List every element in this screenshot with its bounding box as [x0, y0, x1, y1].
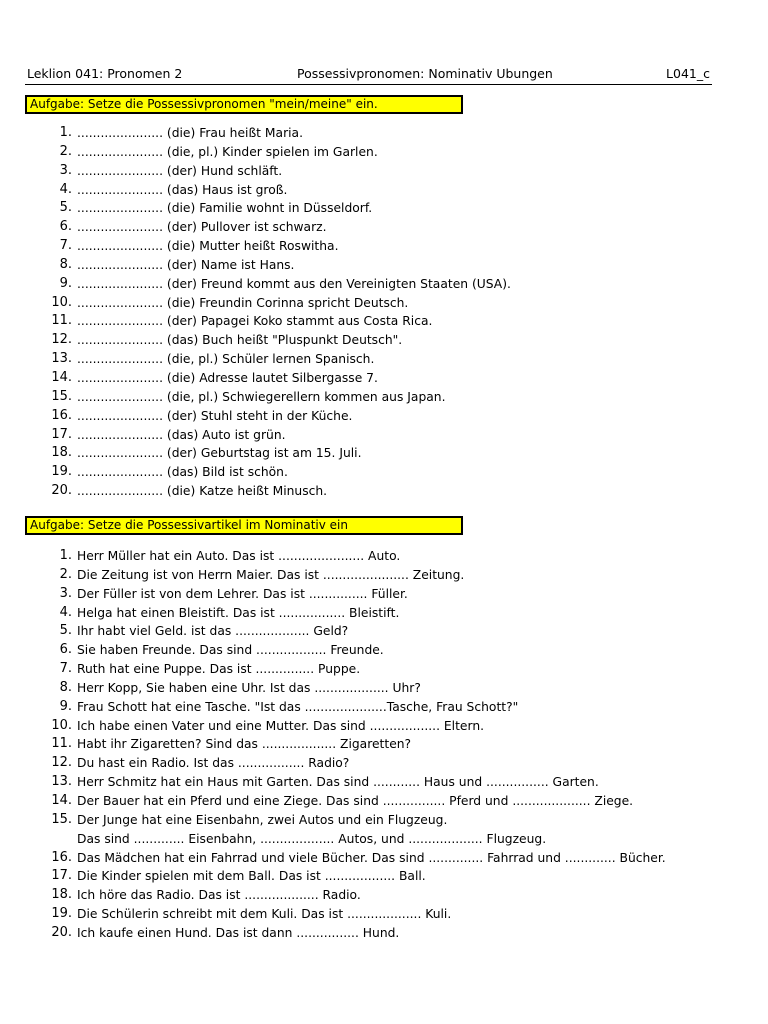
exercise-number: 7.	[59, 661, 72, 677]
exercise-text: ...................... (die, pl.) Kinder spielen im Garlen.	[77, 144, 378, 159]
exercise-number: 7.	[59, 238, 72, 254]
exercise-number: 4.	[59, 181, 72, 197]
exercise-number: 15.	[51, 811, 72, 827]
page-header	[25, 64, 712, 85]
exercise-text: ...................... (der) Freund kommt aus den Vereinigten Staaten (USA).	[77, 276, 511, 291]
exercise-number: 13.	[51, 351, 72, 367]
exercise-number: 10.	[51, 294, 72, 310]
exercise-text: ...................... (der) Papagei Koko stammt aus Costa Rica.	[77, 314, 433, 329]
exercise-number: 12.	[51, 332, 72, 348]
exercise-text: ...................... (die) Adresse lautet Silbergasse 7.	[77, 370, 378, 385]
exercise-text: ...................... (die, pl.) Schwiegerellern kommen aus Japan.	[77, 389, 446, 404]
exercise-number: 18.	[51, 445, 72, 461]
exercise-text: Sie haben Freunde. Das sind .................. Freunde.	[77, 643, 384, 658]
exercise-number: 2.	[59, 143, 72, 159]
exercise-text: ...................... (der) Name ist Hans.	[77, 257, 295, 272]
exercise-number: 17.	[51, 426, 72, 442]
exercise-text: ...................... (die) Mutter heißt Roswitha.	[77, 239, 339, 254]
exercise-number: 14.	[51, 369, 72, 385]
exercise-text: Ich habe einen Vater und eine Mutter. Das sind .................. Eltern.	[77, 718, 485, 733]
exercise-text: ...................... (der) Pullover ist schwarz.	[77, 220, 327, 235]
exercise-text: Das sind ............. Eisenbahn, ................... Autos, und ................... Flugzeug.	[77, 831, 547, 846]
exercise-number: 11.	[51, 313, 72, 329]
exercise-number: 2.	[59, 566, 72, 582]
exercise-text: Ich kaufe einen Hund. Das ist dann ................ Hund.	[77, 925, 400, 940]
exercise-number: 16.	[51, 407, 72, 423]
exercise-number: 16.	[51, 849, 72, 865]
exercise-text: ...................... (die) Frau heißt Maria.	[77, 126, 303, 140]
exercise-number: 18.	[51, 887, 72, 903]
exercise-text: Ihr habt viel Geld. ist das ................... Geld?	[77, 624, 349, 639]
exercise-number: 5.	[59, 623, 72, 639]
exercise-text: ...................... (das) Bild ist schön.	[77, 465, 288, 480]
exercise-text: Ich höre das Radio. Das ist ................... Radio.	[77, 888, 361, 903]
exercise-number: 1.	[59, 125, 72, 140]
exercise-number: 3.	[59, 585, 72, 601]
exercise-text: Herr Schmitz hat ein Haus mit Garten. Das sind ............ Haus und ................ Garten.	[77, 775, 599, 790]
exercise-number: 8.	[59, 256, 72, 272]
exercise-text: Herr Kopp, Sie haben eine Uhr. Ist das ................... Uhr?	[77, 680, 421, 695]
exercise-number: 19.	[51, 906, 72, 922]
exercise-number: 6.	[59, 219, 72, 235]
exercise-text: ...................... (der) Geburtstag ist am 15. Juli.	[77, 446, 362, 461]
exercise-text: Habt ihr Zigaretten? Sind das ................... Zigaretten?	[77, 737, 412, 752]
exercise-text: Die Schülerin schreibt mit dem Kuli. Das ist ................... Kuli.	[77, 907, 452, 922]
exercise-number: 9.	[59, 698, 72, 714]
exercise-number: 5.	[59, 200, 72, 216]
exercise-number: 8.	[59, 679, 72, 695]
exercise-number: 10.	[51, 717, 72, 733]
exercise-text: Die Kinder spielen mit dem Ball. Das ist .................. Ball.	[77, 869, 426, 884]
exercise-text: Der Bauer hat ein Pferd und eine Ziege. Das sind ................ Pferd und .................... Ziege.	[77, 793, 634, 808]
exercise-number: 20.	[51, 483, 72, 499]
exercise-text: ...................... (die) Familie wohnt in Düsseldorf.	[77, 201, 373, 216]
exercise-number: 14.	[51, 792, 72, 808]
exercise-text: Die Zeitung ist von Herrn Maier. Das ist ...................... Zeitung.	[77, 567, 465, 582]
exercise-number: 1.	[59, 548, 72, 563]
exercise-text: ...................... (die, pl.) Schüler lernen Spanisch.	[77, 352, 375, 367]
exercise-number: 15.	[51, 388, 72, 404]
exercise-text: Das Mädchen hat ein Fahrrad und viele Bücher. Das sind .............. Fahrrad und ............. Bücher.	[77, 850, 666, 865]
exercise-text: Der Füller ist von dem Lehrer. Das ist ............... Füller.	[77, 586, 408, 601]
exercise-text: Frau Schott hat eine Tasche. "Ist das .....................Tasche, Frau Schott?"	[77, 699, 519, 714]
exercise-text: ...................... (das) Auto ist grün.	[77, 427, 286, 442]
exercise-number: 12.	[51, 755, 72, 771]
exercise-text: ...................... (das) Haus ist groß.	[77, 182, 288, 197]
document-code: L041_c	[666, 66, 710, 81]
exercise-number: 17.	[51, 868, 72, 884]
exercise-number: 11.	[51, 736, 72, 752]
topic-title: Possessivpronomen: Nominativ Ubungen	[297, 66, 553, 81]
exercise-text: ...................... (das) Buch heißt "Pluspunkt Deutsch".	[77, 333, 403, 348]
exercise-number: 19.	[51, 464, 72, 480]
exercise-text: ...................... (die) Freundin Corinna spricht Deutsch.	[77, 295, 409, 310]
exercise-number: 13.	[51, 774, 72, 790]
task2-heading: Aufgabe: Setze die Possessivartikel im Nominativ ein	[25, 516, 463, 535]
lesson-title: Leklion 041: Pronomen 2	[27, 66, 183, 81]
exercise-text: Ruth hat eine Puppe. Das ist ............... Puppe.	[77, 662, 361, 677]
exercise-text: Helga hat einen Bleistift. Das ist ................. Bleistift.	[77, 605, 400, 620]
exercise-number: 6.	[59, 642, 72, 658]
exercise-text: Du hast ein Radio. Ist das ................. Radio?	[77, 756, 350, 771]
exercise-text: ...................... (der) Stuhl steht in der Küche.	[77, 408, 353, 423]
exercise-text: Herr Müller hat ein Auto. Das ist ...................... Auto.	[77, 549, 401, 563]
exercise-number: 20.	[51, 924, 72, 940]
exercise-number: 4.	[59, 604, 72, 620]
exercise-text: ...................... (die) Katze heißt Minusch.	[77, 484, 328, 499]
task1-heading: Aufgabe: Setze die Possessivpronomen "mein/meine" ein.	[25, 95, 463, 114]
exercise-text: Der Junge hat eine Eisenbahn, zwei Autos und ein Flugzeug.	[77, 812, 448, 827]
exercise-number: 9.	[59, 275, 72, 291]
exercise-number: 3.	[59, 162, 72, 178]
exercise-text: ...................... (der) Hund schläft.	[77, 163, 283, 178]
